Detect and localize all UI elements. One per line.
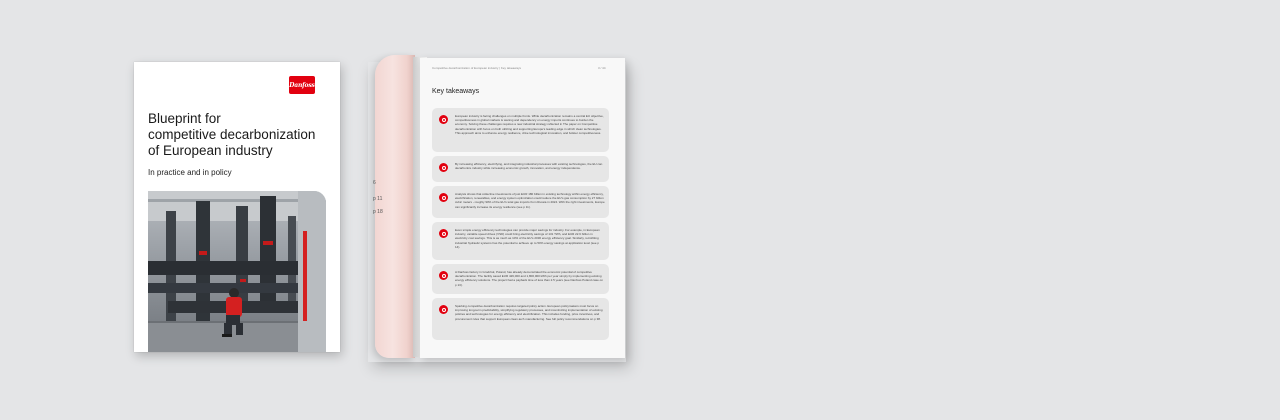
left-page-fragment-1: 6 xyxy=(373,180,376,186)
takeaway-card xyxy=(432,108,609,152)
cover-subtitle: In practice and in policy xyxy=(148,168,232,177)
takeaway-text: Analysis shows that collective investments of just EUR 180 billion in existing technology within energy efficiency, electrification, renewables, and energy system optimization could reduce the EU's gas consumption by 27 billion cubic meters - roughly 90% of the EU's total gas imports from Russia in 2024. With the right investments, Europe can significantly increase its energy resilience (see p 11). xyxy=(455,192,605,209)
takeaway-text: Sparking competitive decarbonization requires targeted policy action. European policymakers must focus on improving long-term predictability, simplifying regulatory processes, and incentivizing implementation of existing policies and technologies for energy efficiency and electrification. This includes funding, price incentives, and procurement rules that support European clean-tech manufacturing. See full policy recommendations on p 38. xyxy=(455,304,603,321)
cover-title-line-3: of European industry xyxy=(148,143,273,158)
cover-title-line-2: competitive decarbonization xyxy=(148,127,316,142)
left-page-curl xyxy=(375,55,415,358)
takeaway-card xyxy=(432,186,609,218)
bulb-icon xyxy=(439,229,448,238)
takeaway-card xyxy=(432,222,609,260)
logo-text: Danfoss xyxy=(289,81,315,89)
takeaway-text: European industry is facing challenges on multiple fronts. While decarbonization remains a central EU objective, competitiveness in global markets is waning and dependency on energy imports continues to burden the economy. Solving these challenges requires a new industrial strategy reflected in The paper on Competitive decarbonization with focus on both utilizing and supporting Europe's leading edge in which clean technologies. This approach aims to enhance energy resilience, drive technological innovation, and bolster competitiveness. xyxy=(455,114,604,135)
left-page-fragment-3: p 18 xyxy=(373,209,383,215)
cover-title-line-1: Blueprint for xyxy=(148,111,221,126)
arrow-down-icon xyxy=(439,193,448,202)
target-icon xyxy=(439,115,448,124)
takeaway-card xyxy=(432,264,609,294)
section-title: Key takeaways xyxy=(432,88,480,95)
takeaway-card xyxy=(432,156,609,182)
cover-title xyxy=(148,111,333,159)
takeaway-text: Even simple energy efficiency technologies can provide major savings for industry. For example, in European industry, variable speed drives (VSD) could bring electricity savings of 131 TWh, and EUR 22.6 billion in electricity cost savings. This is as much as 10% of the EU's 2030 energy efficiency goal. Similarly, retrofitting industrial hydraulic systems has the potential to achieve up to 50% energy savings at application level (see p 14). xyxy=(455,228,600,249)
takeaway-text: A Danfoss factory in Grodzisk, Poland, has already demonstrated the economic potential of competitive decarbonization. The facility saved EUR 426,000 and 1,800,000 kWh per year simply by implementing existing energy efficiency solutions. The project had a payback time of less than 2.5 years (see Danfoss Poland case on p 13). xyxy=(455,270,603,287)
arrow-up-icon xyxy=(439,163,448,172)
danfoss-logo-icon xyxy=(289,76,315,94)
policy-icon xyxy=(439,305,448,314)
takeaway-card xyxy=(432,298,609,340)
recycle-icon xyxy=(439,271,448,280)
cover-photo-industrial-pipes xyxy=(148,191,326,352)
page-number: 3 / 44 xyxy=(598,66,606,70)
page-header: Competitive decarbonization of European industry | Key takeaways xyxy=(432,66,521,70)
takeaway-text: By increasing efficiency, electrifying, and integrating industrial processes with existing technologies, the EU can decarbonize industry while increasing economic growth, innovation, and energy independence. xyxy=(455,162,603,171)
left-page-fragment-2: p 11 xyxy=(373,196,383,202)
